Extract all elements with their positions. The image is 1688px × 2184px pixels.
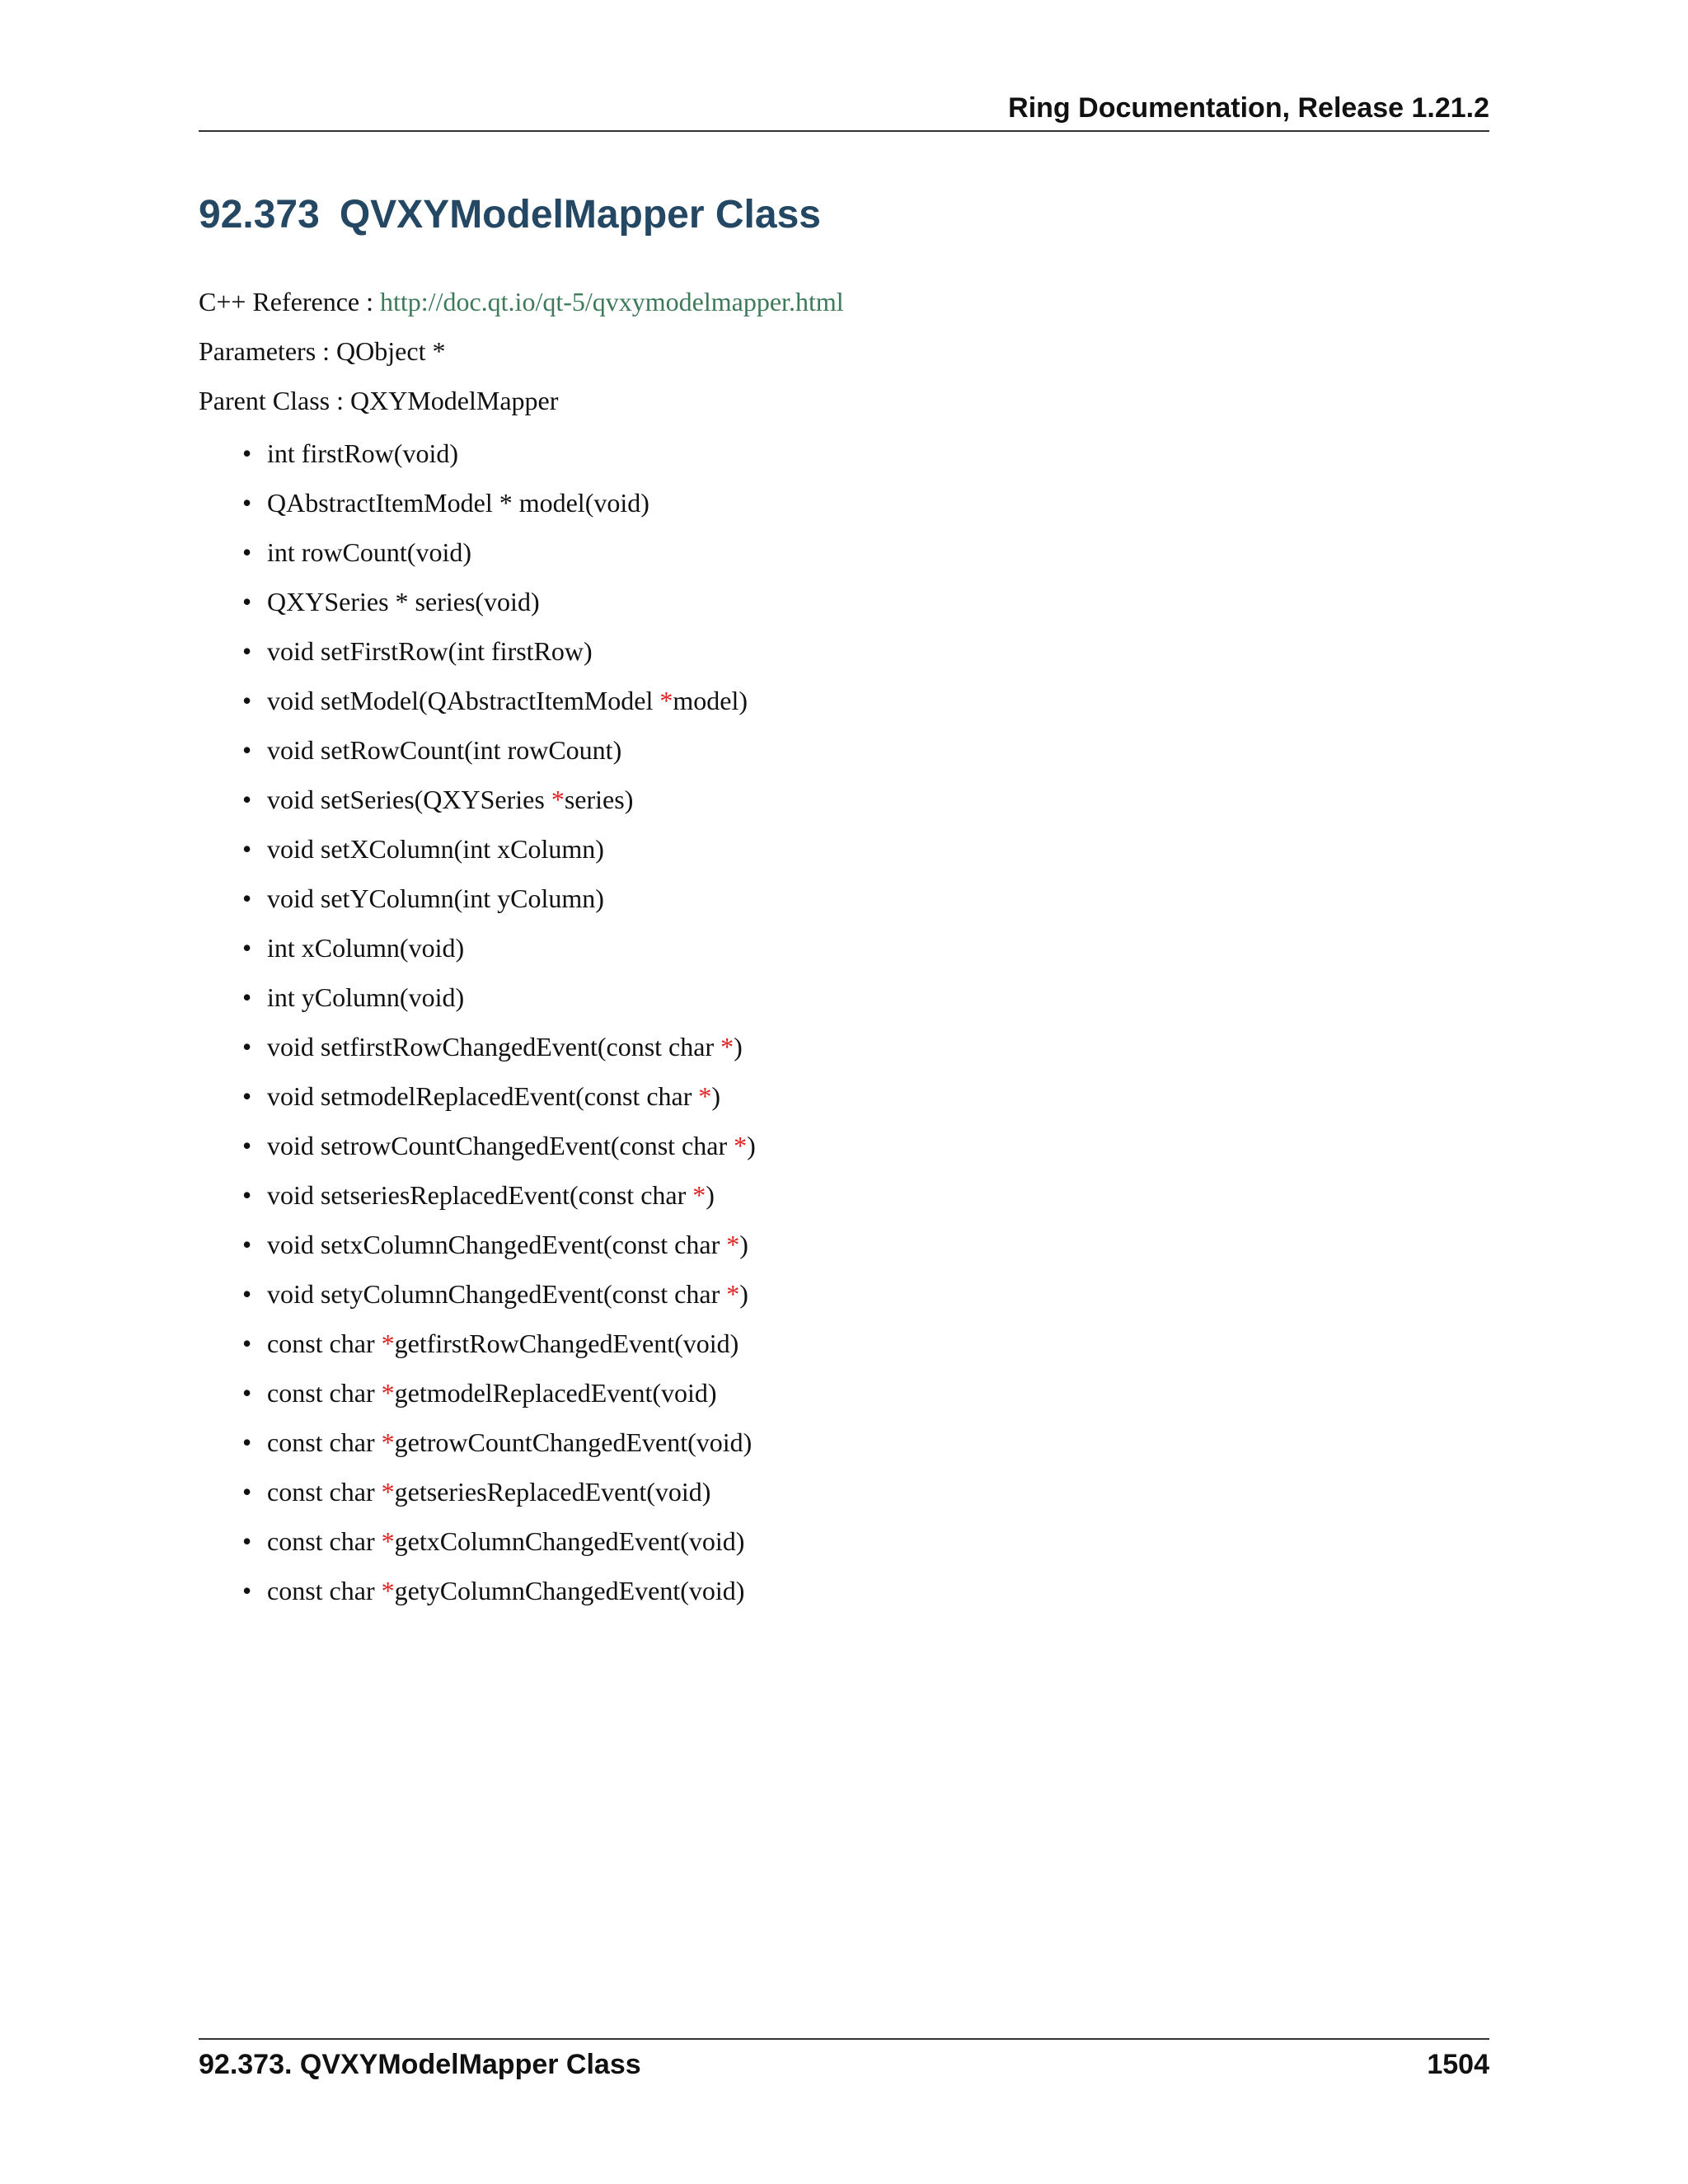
method-item — [267, 874, 756, 923]
method-text: void setmodelReplacedEvent(const char — [267, 1081, 699, 1111]
method-text: const char — [267, 1477, 382, 1507]
pointer-asterisk: * — [381, 1576, 395, 1605]
method-text: void setFirstRow(int firstRow) — [267, 636, 593, 666]
method-text: int xColumn(void) — [267, 933, 465, 963]
pointer-asterisk: * — [381, 1526, 395, 1556]
pointer-asterisk: * — [726, 1230, 740, 1259]
pointer-asterisk: * — [381, 1378, 395, 1408]
method-text: void setModel(QAbstractItemModel — [267, 686, 660, 715]
method-item — [267, 429, 756, 478]
method-text: const char — [267, 1526, 382, 1556]
method-text: getxColumnChangedEvent(void) — [394, 1526, 745, 1556]
method-text: ) — [747, 1131, 756, 1160]
method-text: ) — [711, 1081, 721, 1111]
method-text: model) — [673, 686, 748, 715]
method-text: getfirstRowChangedEvent(void) — [394, 1329, 739, 1358]
method-item — [267, 1071, 756, 1121]
method-text: ) — [739, 1230, 748, 1259]
pointer-asterisk: * — [692, 1180, 706, 1210]
method-item — [267, 725, 756, 775]
method-text: void setYColumn(int yColumn) — [267, 883, 604, 913]
method-item — [267, 824, 756, 874]
method-text: int rowCount(void) — [267, 537, 471, 567]
method-text: void setseriesReplacedEvent(const char — [267, 1180, 693, 1210]
method-text: int yColumn(void) — [267, 982, 465, 1012]
method-text: void setrowCountChangedEvent(const char — [267, 1131, 734, 1160]
method-item — [267, 1418, 756, 1467]
method-text: getyColumnChangedEvent(void) — [394, 1576, 745, 1605]
pointer-asterisk: * — [659, 686, 673, 715]
method-item — [267, 1170, 756, 1220]
method-text: const char — [267, 1329, 382, 1358]
method-text: getrowCountChangedEvent(void) — [394, 1427, 753, 1457]
method-text: void setSeries(QXYSeries — [267, 785, 551, 814]
running-header-title: Ring Documentation, Release 1.21.2 — [1008, 92, 1489, 124]
method-item — [267, 1566, 756, 1615]
cpp-reference-link[interactable]: http://doc.qt.io/qt-5/qvxymodelmapper.html — [380, 287, 844, 316]
pointer-asterisk: * — [734, 1131, 748, 1160]
method-text: series) — [564, 785, 634, 814]
pointer-asterisk: * — [698, 1081, 712, 1111]
pointer-asterisk: * — [381, 1477, 395, 1507]
method-text: getseriesReplacedEvent(void) — [394, 1477, 711, 1507]
footer-page-number: 1504 — [1427, 2049, 1489, 2080]
header-rule — [199, 130, 1489, 132]
parent-class-line: Parent Class : QXYModelMapper — [199, 386, 559, 415]
method-item — [267, 1022, 756, 1071]
method-text: const char — [267, 1576, 382, 1605]
method-list — [267, 429, 756, 1615]
method-text: void setRowCount(int rowCount) — [267, 735, 622, 765]
parameters-line: Parameters : QObject * — [199, 336, 446, 366]
method-text: int firstRow(void) — [267, 438, 458, 468]
method-item — [267, 923, 756, 972]
method-text: void setfirstRowChangedEvent(const char — [267, 1032, 721, 1062]
method-text: QAbstractItemModel * model(void) — [267, 488, 649, 518]
method-text: ) — [706, 1180, 715, 1210]
section-number: 92.373 — [199, 193, 320, 237]
pointer-asterisk: * — [720, 1032, 734, 1062]
method-text: void setXColumn(int xColumn) — [267, 834, 604, 864]
method-text: ) — [739, 1279, 748, 1309]
method-item — [267, 1269, 756, 1319]
method-item — [267, 1121, 756, 1170]
method-text: getmodelReplacedEvent(void) — [394, 1378, 717, 1408]
method-item — [267, 972, 756, 1022]
method-text: void setyColumnChangedEvent(const char — [267, 1279, 727, 1309]
method-item — [267, 478, 756, 527]
cpp-reference-label: C++ Reference : — [199, 287, 380, 316]
method-item — [267, 1220, 756, 1269]
footer-section-label: 92.373. QVXYModelMapper Class — [199, 2049, 641, 2080]
method-item — [267, 626, 756, 676]
method-item — [267, 1368, 756, 1418]
method-text: QXYSeries * series(void) — [267, 587, 540, 616]
method-text: ) — [734, 1032, 743, 1062]
pointer-asterisk: * — [381, 1427, 395, 1457]
method-item — [267, 577, 756, 626]
footer-rule — [199, 2038, 1489, 2040]
method-item — [267, 1516, 756, 1566]
section-title: QVXYModelMapper Class — [339, 193, 821, 237]
pointer-asterisk: * — [726, 1279, 740, 1309]
cpp-reference-line — [199, 287, 844, 317]
method-text: void setxColumnChangedEvent(const char — [267, 1230, 727, 1259]
method-item — [267, 1319, 756, 1368]
method-item — [267, 1467, 756, 1516]
pointer-asterisk: * — [551, 785, 565, 814]
pointer-asterisk: * — [381, 1329, 395, 1358]
method-item — [267, 775, 756, 824]
section-heading — [199, 192, 821, 237]
method-text: const char — [267, 1378, 382, 1408]
method-text: const char — [267, 1427, 382, 1457]
method-item — [267, 676, 756, 725]
method-item — [267, 527, 756, 577]
